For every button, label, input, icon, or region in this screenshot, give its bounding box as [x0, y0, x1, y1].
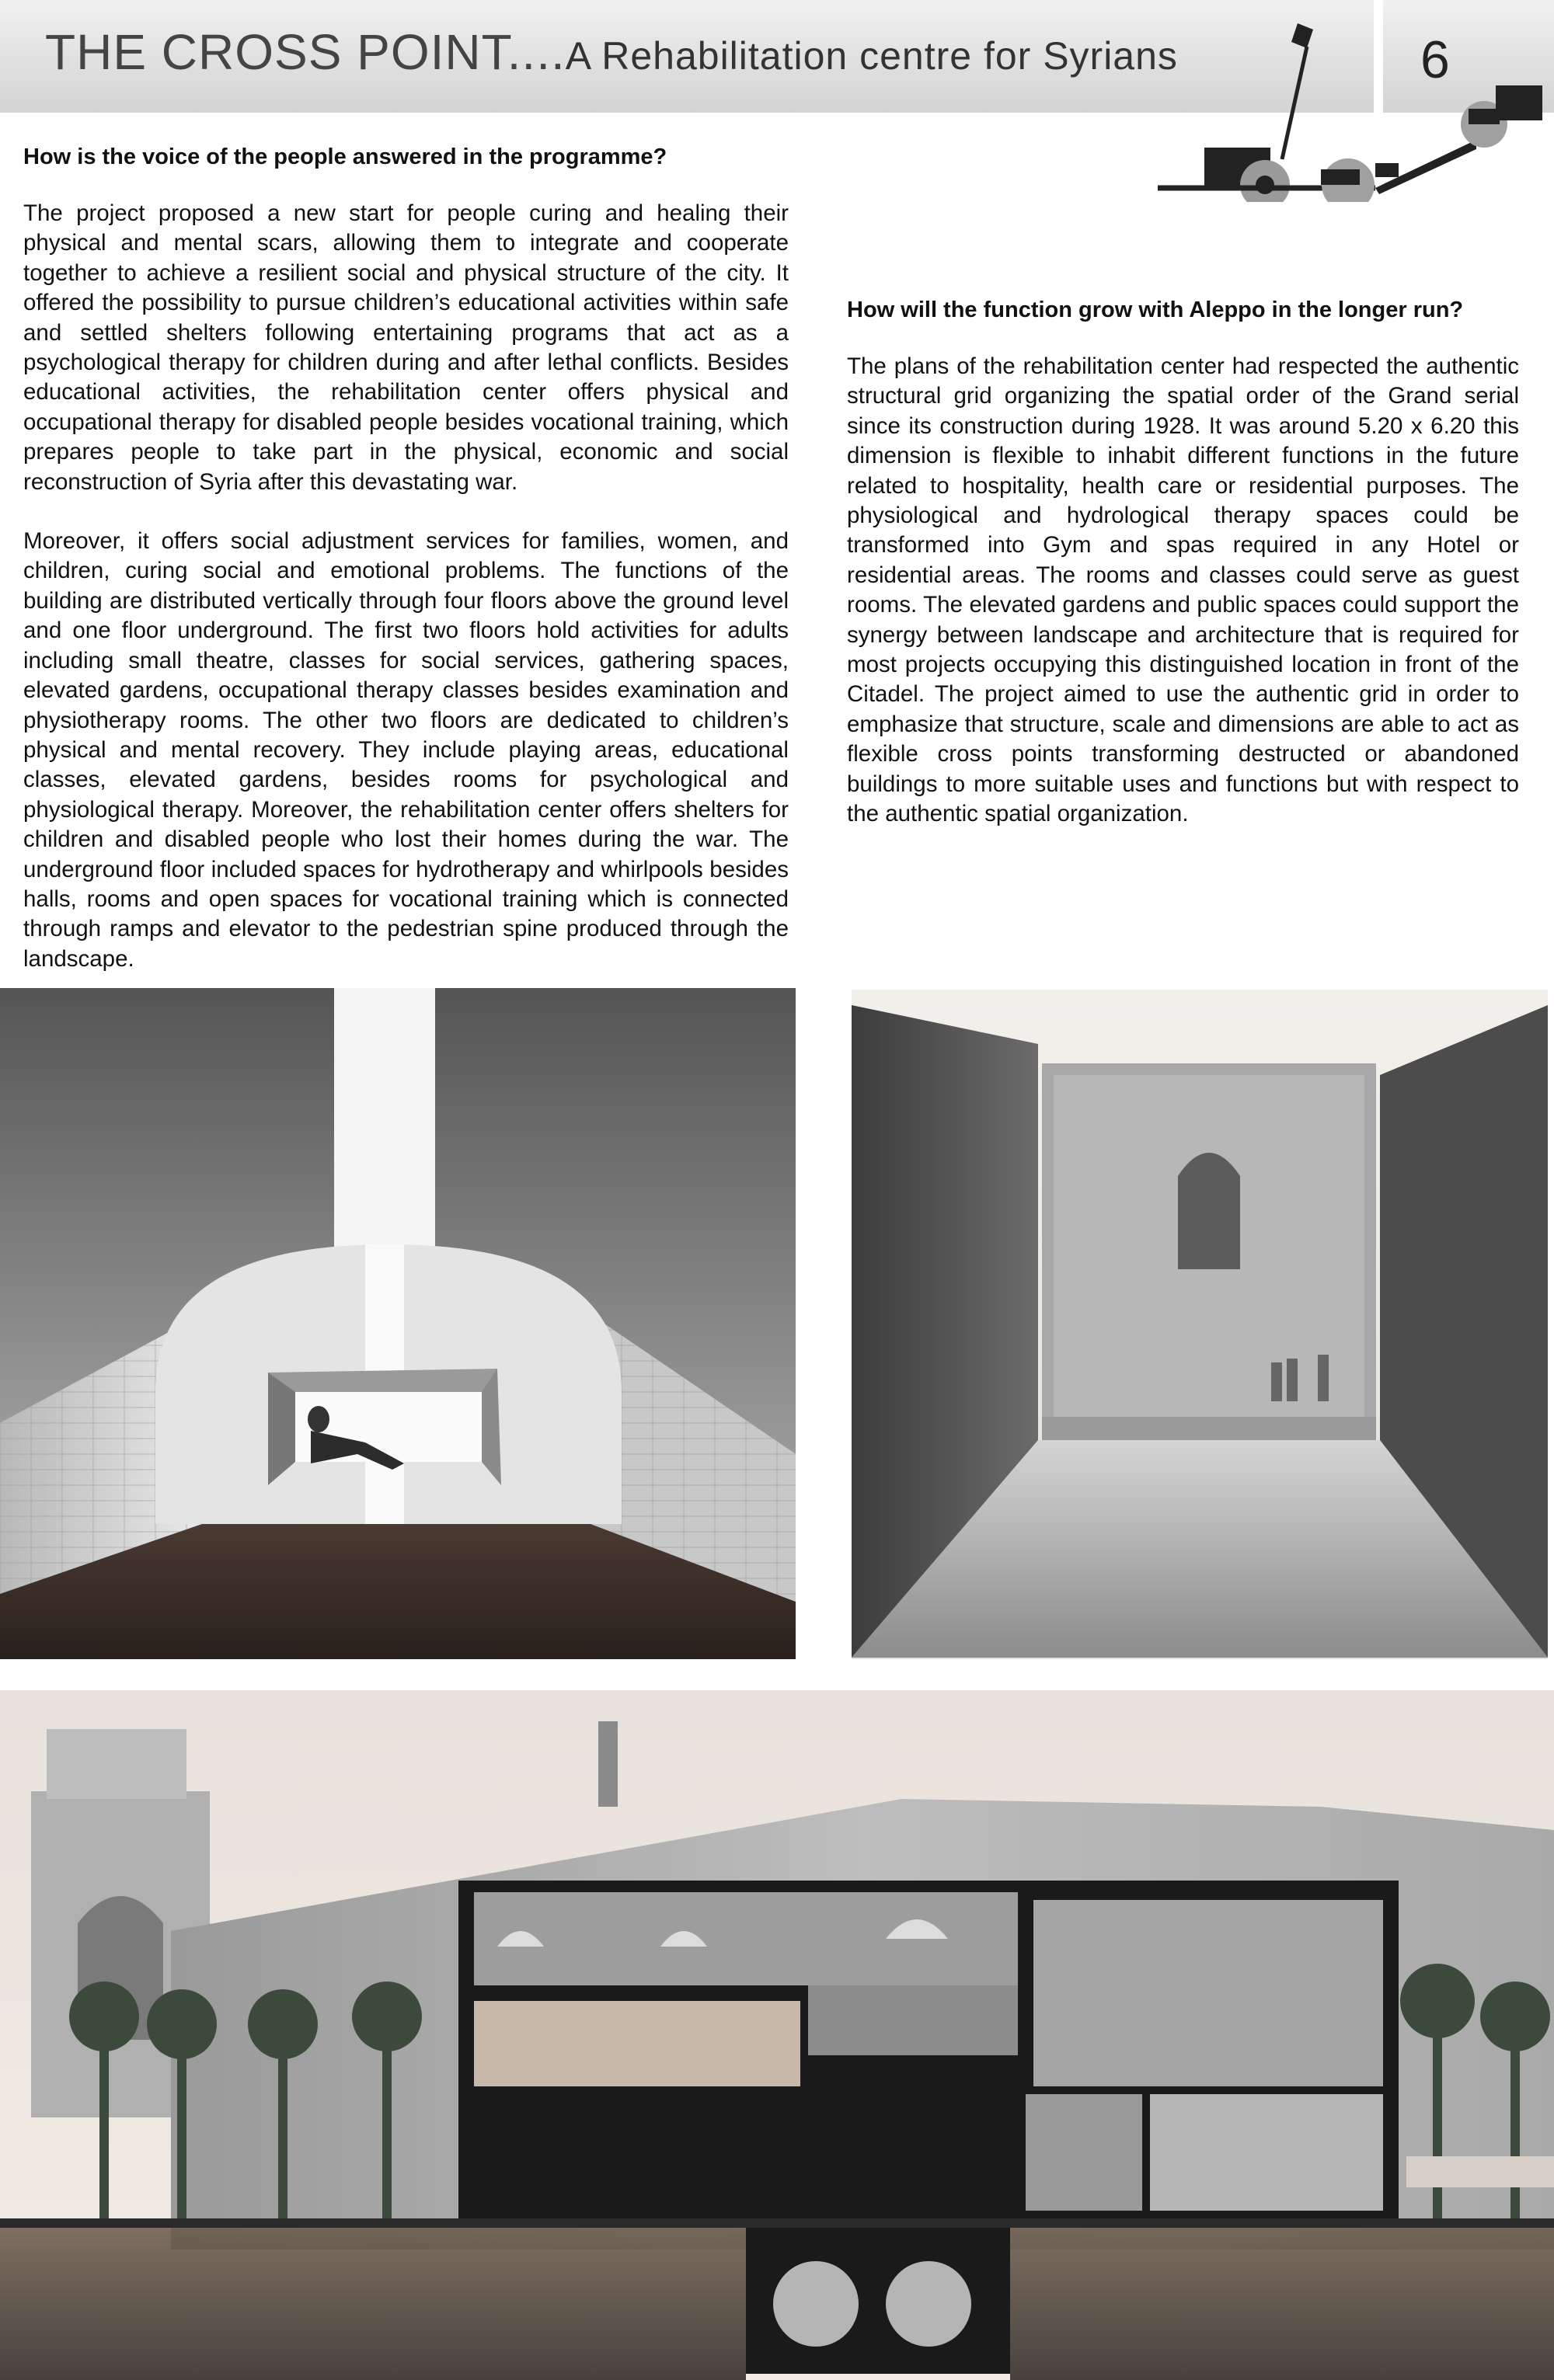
left-paragraph-1: The project proposed a new start for people curing and healing their physical and mental scars, allowing them to integrate and cooperate together to achieve a resilient social and physical structure of the city. It offered the possibility to pursue children’s educational activities within safe and settled shelters following entertaining programs that act as a psychological therapy for children during and after lethal conflicts. Besides educational activities, the rehabilitation center offers physical and occupational therapy for disabled people besides vocational training, which prepares people to take part in the physical, economic and social reconstruction of Syria after this devastating war.	[23, 200, 789, 495]
right-column-text	[847, 352, 1519, 830]
left-question-heading: How is the voice of the people answered in the programme?	[23, 144, 667, 169]
right-question-heading: How will the function grow with Aleppo in the longer run?	[847, 298, 1464, 322]
title-subtitle: A Rehabilitation centre for Syrians	[565, 34, 1178, 78]
page-title	[45, 23, 1178, 81]
right-paragraph-1: The plans of the rehabilitation center had respected the authentic structural grid organizing the spatial order of the Grand serial since its construction during 1928. It was around 5.20 x 6.20 this dimension is flexible to inhabit different functions in the future related to hospitality, health care or residential purposes. The physiological and hydrological therapy spaces could be transformed into Gym and spas required in any Hotel or residential areas. The rooms and classes could serve as guest rooms. The elevated gardens and public spaces could support the synergy between landscape and architecture that is required for most projects occupying this distinguished location in front of the Citadel. The project aimed to use the authentic grid in order to emphasize that structure, scale and dimensions are able to act as flexible cross points transforming destructed or abandoned buildings to more suitable uses and functions but with respect to the authentic spatial organization.	[847, 353, 1519, 827]
building-section-drawing	[0, 1690, 1554, 2380]
wheelchair-ramp-logo-icon	[1142, 8, 1546, 202]
citadel-view-render	[852, 990, 1548, 1659]
left-paragraph-2: Moreover, it offers social adjustment services for families, women, and children, curing social and emotional problems. The functions of the building are distributed vertically through four floors above the ground level and one floor underground. The first two floors hold activities for adults including small theatre, classes for social services, gathering spaces, elevated gardens, occupational therapy classes besides examination and physiotherapy rooms. The other two floors are dedicated to children’s physical and mental recovery. They include playing areas, educational classes, elevated gardens, besides rooms for psychological and physiological therapy. Moreover, the rehabilitation center offers shelters for children and disabled people who lost their homes during the war. The underground floor included spaces for hydrotherapy and whirlpools besides halls, rooms and open spaces for vocational training which is connected through ramps and elevator to the pedestrian spine produced through the landscape.	[23, 528, 789, 972]
vaulted-interior-render	[0, 988, 796, 1659]
left-column-text	[23, 199, 789, 974]
page-number: 6	[1420, 30, 1450, 89]
title-main: THE CROSS POINT....	[45, 24, 566, 80]
